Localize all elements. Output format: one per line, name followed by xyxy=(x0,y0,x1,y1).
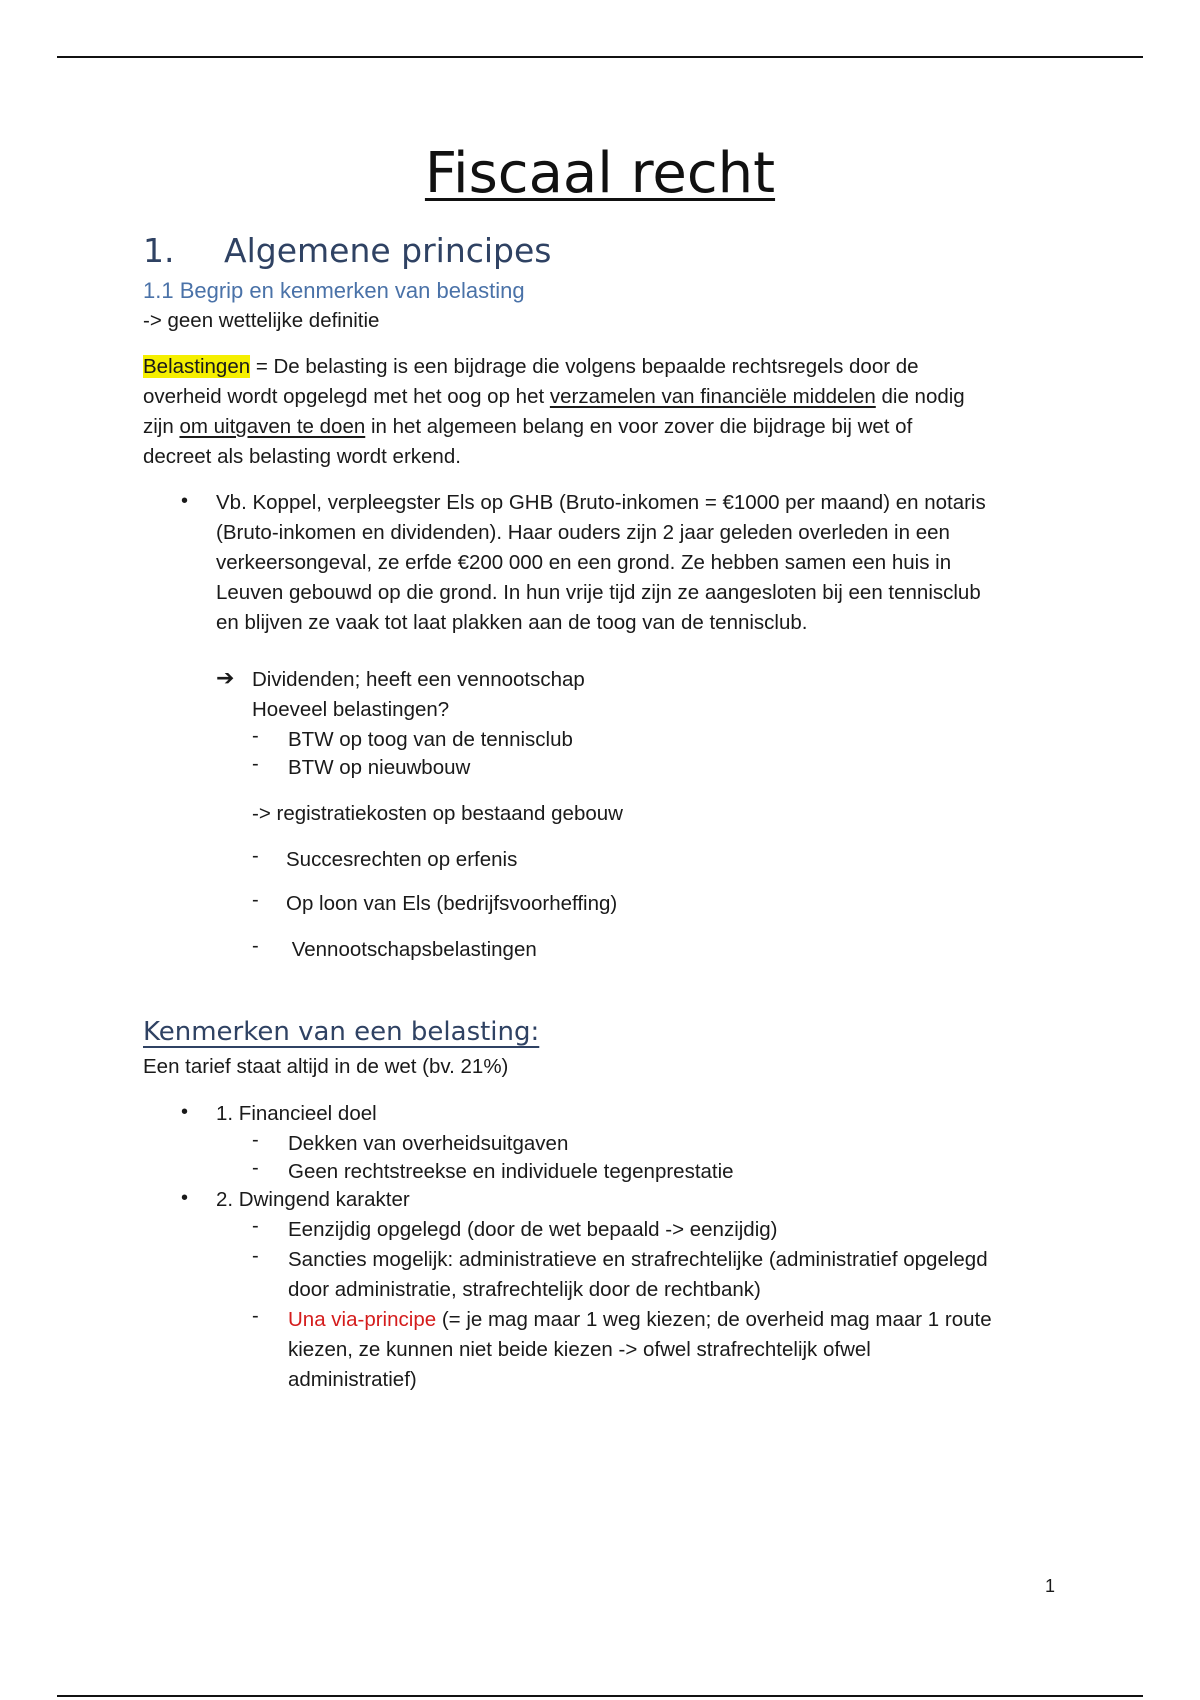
characteristic-label: 2. Dwingend karakter xyxy=(216,1188,410,1211)
una-via-text: kiezen, ze kunnen niet beide kiezen -> ofwel strafrechtelijk ofwel xyxy=(288,1338,871,1361)
characteristic-sub: door administratie, strafrechtelijk door de rechtbank) xyxy=(288,1278,761,1301)
example-line: Vb. Koppel, verpleegster Els op GHB (Bruto-inkomen = €1000 per maand) en notaris xyxy=(216,491,986,514)
characteristic-sub: Dekken van overheidsuitgaven xyxy=(288,1132,569,1155)
example-paragraph xyxy=(216,488,986,638)
dash-marker: - xyxy=(252,1245,259,1267)
example-line: Leuven gebouwd op die grond. In hun vrije tijd zijn ze aangesloten bij een tennisclub xyxy=(216,581,981,604)
tax-item: BTW op nieuwbouw xyxy=(288,756,471,779)
subsection-heading: 1.1 Begrip en kenmerken van belasting xyxy=(143,278,525,303)
example-line: (Bruto-inkomen en dividenden). Haar ouders zijn 2 jaar geleden overleden in een xyxy=(216,521,950,544)
dash-marker: - xyxy=(252,889,259,911)
definition-text: zijn xyxy=(143,415,180,438)
dash-marker: - xyxy=(252,1129,259,1151)
definition-text: in het algemeen belang en voor zover die bijdrage bij wet of xyxy=(365,415,913,438)
document-title: Fiscaal recht xyxy=(424,141,776,206)
footer-rule xyxy=(57,1695,1143,1697)
characteristic-sub: Sancties mogelijk: administratieve en strafrechtelijke (administratief opgelegd xyxy=(288,1248,988,1271)
rate-note: Een tarief staat altijd in de wet (bv. 21%) xyxy=(143,1055,509,1078)
tax-item: BTW op toog van de tennisclub xyxy=(288,728,573,751)
characteristics-heading: Kenmerken van een belasting: xyxy=(143,1017,540,1047)
dash-marker: - xyxy=(252,1305,259,1327)
characteristic-label: 1. Financieel doel xyxy=(216,1102,377,1125)
una-via-term: Una via-principe xyxy=(288,1308,437,1331)
definition-line-4: decreet als belasting wordt erkend. xyxy=(143,445,461,468)
dash-marker: - xyxy=(252,1215,259,1237)
arrow-icon: ➔ xyxy=(216,665,235,690)
tax-item: Op loon van Els (bedrijfsvoorheffing) xyxy=(286,892,618,915)
una-via-text: administratief) xyxy=(288,1368,417,1391)
dash-marker: - xyxy=(252,753,259,775)
dash-marker: - xyxy=(252,1157,259,1179)
page-number: 1 xyxy=(1045,1576,1056,1596)
bullet-icon: • xyxy=(181,490,189,512)
tax-item: Vennootschapsbelastingen xyxy=(286,938,537,961)
characteristic-sub: Geen rechtstreekse en individuele tegenprestatie xyxy=(288,1160,734,1183)
tax-item: Succesrechten op erfenis xyxy=(286,848,518,871)
underlined-phrase: verzamelen van financiële middelen xyxy=(549,385,876,408)
bullet-icon: • xyxy=(181,1101,189,1123)
dash-marker: - xyxy=(252,725,259,747)
una-via-line xyxy=(288,1305,992,1335)
header-rule xyxy=(57,56,1143,58)
arrow-text: Dividenden; heeft een vennootschap xyxy=(252,668,585,691)
registration-note: -> registratiekosten op bestaand gebouw xyxy=(252,802,623,825)
intro-note: -> geen wettelijke definitie xyxy=(143,309,380,332)
definition-line-3 xyxy=(143,412,912,442)
una-via-text: (= je mag maar 1 weg kiezen; de overheid mag maar 1 route xyxy=(436,1308,992,1331)
section-heading xyxy=(143,230,552,272)
section-title: Algemene principes xyxy=(224,231,552,270)
section-number: 1. xyxy=(143,231,175,270)
definition-text: = De belasting is een bijdrage die volgens bepaalde rechtsregels door de xyxy=(250,355,919,378)
characteristic-sub: Eenzijdig opgelegd (door de wet bepaald -> eenzijdig) xyxy=(288,1218,778,1241)
question-text: Hoeveel belastingen? xyxy=(252,698,450,721)
dash-marker: - xyxy=(252,935,259,957)
underlined-phrase: om uitgaven te doen xyxy=(179,415,366,438)
definition-text: overheid wordt opgelegd met het oog op het xyxy=(143,385,550,408)
bullet-icon: • xyxy=(181,1187,189,1209)
highlighted-term: Belastingen xyxy=(143,355,251,378)
example-line: verkeersongeval, ze erfde €200 000 en een grond. Ze hebben samen een huis in xyxy=(216,551,952,574)
dash-marker: - xyxy=(252,845,259,867)
definition-text: die nodig xyxy=(875,385,965,408)
example-line: en blijven ze vaak tot laat plakken aan de toog van de tennisclub. xyxy=(216,611,808,634)
definition-line-2 xyxy=(143,382,965,412)
definition-line-1 xyxy=(143,352,919,382)
